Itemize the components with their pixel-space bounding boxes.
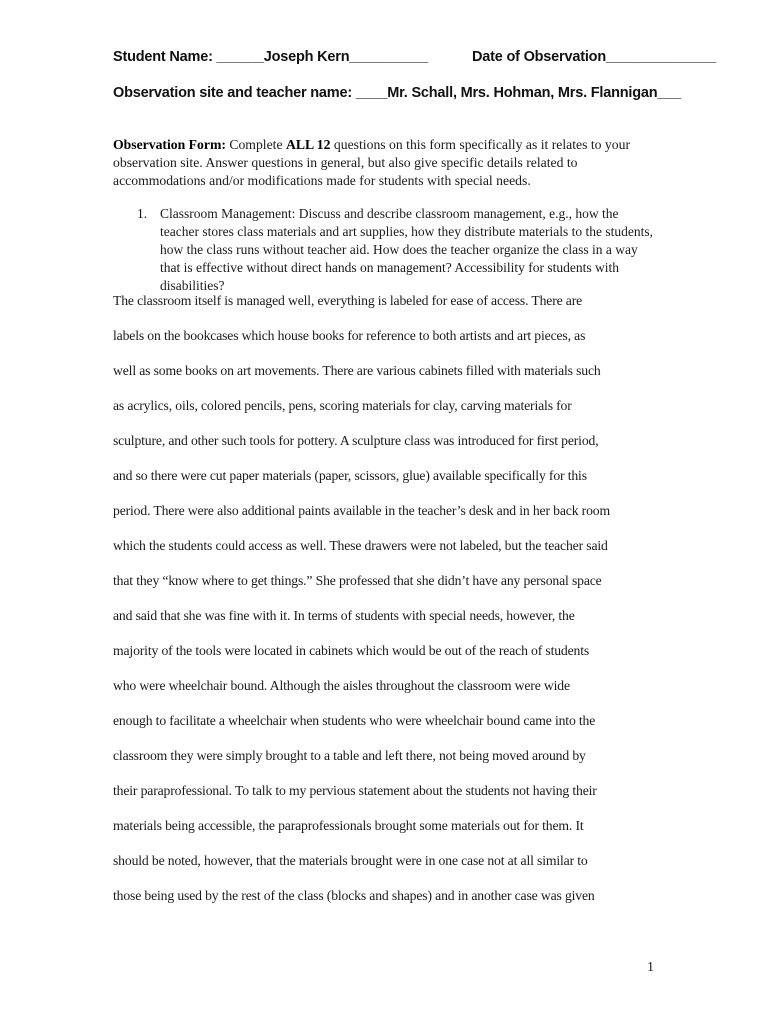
- answer-line: The classroom itself is managed well, everything is labeled for ease of access. There are: [113, 293, 583, 308]
- instructions-text-b: questions on this form specifically as it relates to your observation site. Answer questions in general, but also give specific details related to accommodations and/or modifications made for students with special needs.: [113, 137, 631, 188]
- student-name-field: Student Name: ______Joseph Kern__________: [113, 49, 428, 65]
- answer-line: that they “know where to get things.” She professed that she didn’t have any personal space: [113, 573, 602, 588]
- answer-line: well as some books on art movements. There are various cabinets filled with materials such: [113, 363, 601, 378]
- answer-line: materials being accessible, the paraprofessionals brought some materials out for them. It: [113, 818, 584, 833]
- answer-line: and so there were cut paper materials (paper, scissors, glue) available specifically for this: [113, 468, 587, 483]
- answer-line: as acrylics, oils, colored pencils, pens, scoring materials for clay, carving materials for: [113, 398, 572, 413]
- instructions-text-a: Complete: [225, 137, 286, 152]
- answer-line: classroom they were simply brought to a table and left there, not being moved around by: [113, 748, 586, 763]
- instructions-label: Observation Form:: [113, 137, 226, 152]
- answer-line: which the students could access as well. These drawers were not labeled, but the teacher said: [113, 538, 608, 553]
- answer-line: period. There were also additional paints available in the teacher’s desk and in her back room: [113, 503, 610, 518]
- page-number: 1: [647, 960, 654, 975]
- answer-line: should be noted, however, that the materials brought were in one case not at all similar to: [113, 853, 588, 868]
- answer-line: their paraprofessional. To talk to my pervious statement about the students not having their: [113, 783, 597, 798]
- header-row-1: [113, 49, 716, 65]
- date-of-observation-field: Date of Observation______________: [472, 49, 717, 65]
- answer-line: enough to facilitate a wheelchair when students who were wheelchair bound came into the: [113, 713, 596, 728]
- answer-line: those being used by the rest of the class (blocks and shapes) and in another case was given: [113, 888, 595, 903]
- answer-line: and said that she was fine with it. In terms of students with special needs, however, the: [113, 608, 575, 623]
- question-text: Classroom Management: Discuss and describe classroom management, e.g., how the teacher stores class materials and art supplies, how they distribute materials to the students, how the class runs without teacher aid. How does the teacher organize the class in a way that is effective without direct hands on management? Accessibility for students with disabilities?: [160, 206, 653, 293]
- question-number: 1.: [137, 206, 148, 221]
- observation-site-field: Observation site and teacher name: ____Mr. Schall, Mrs. Hohman, Mrs. Flannigan___: [113, 85, 682, 101]
- answer-line: labels on the bookcases which house books for reference to both artists and art pieces, as: [113, 328, 586, 343]
- answer-line: sculpture, and other such tools for pottery. A sculpture class was introduced for first period,: [113, 433, 599, 448]
- answer-line: who were wheelchair bound. Although the aisles throughout the classroom were wide: [113, 678, 570, 693]
- instructions-emphasis: ALL 12: [285, 137, 331, 152]
- instructions-paragraph: [113, 136, 658, 190]
- answer-line: majority of the tools were located in cabinets which would be out of the reach of students: [113, 643, 590, 658]
- question-1: [137, 205, 657, 295]
